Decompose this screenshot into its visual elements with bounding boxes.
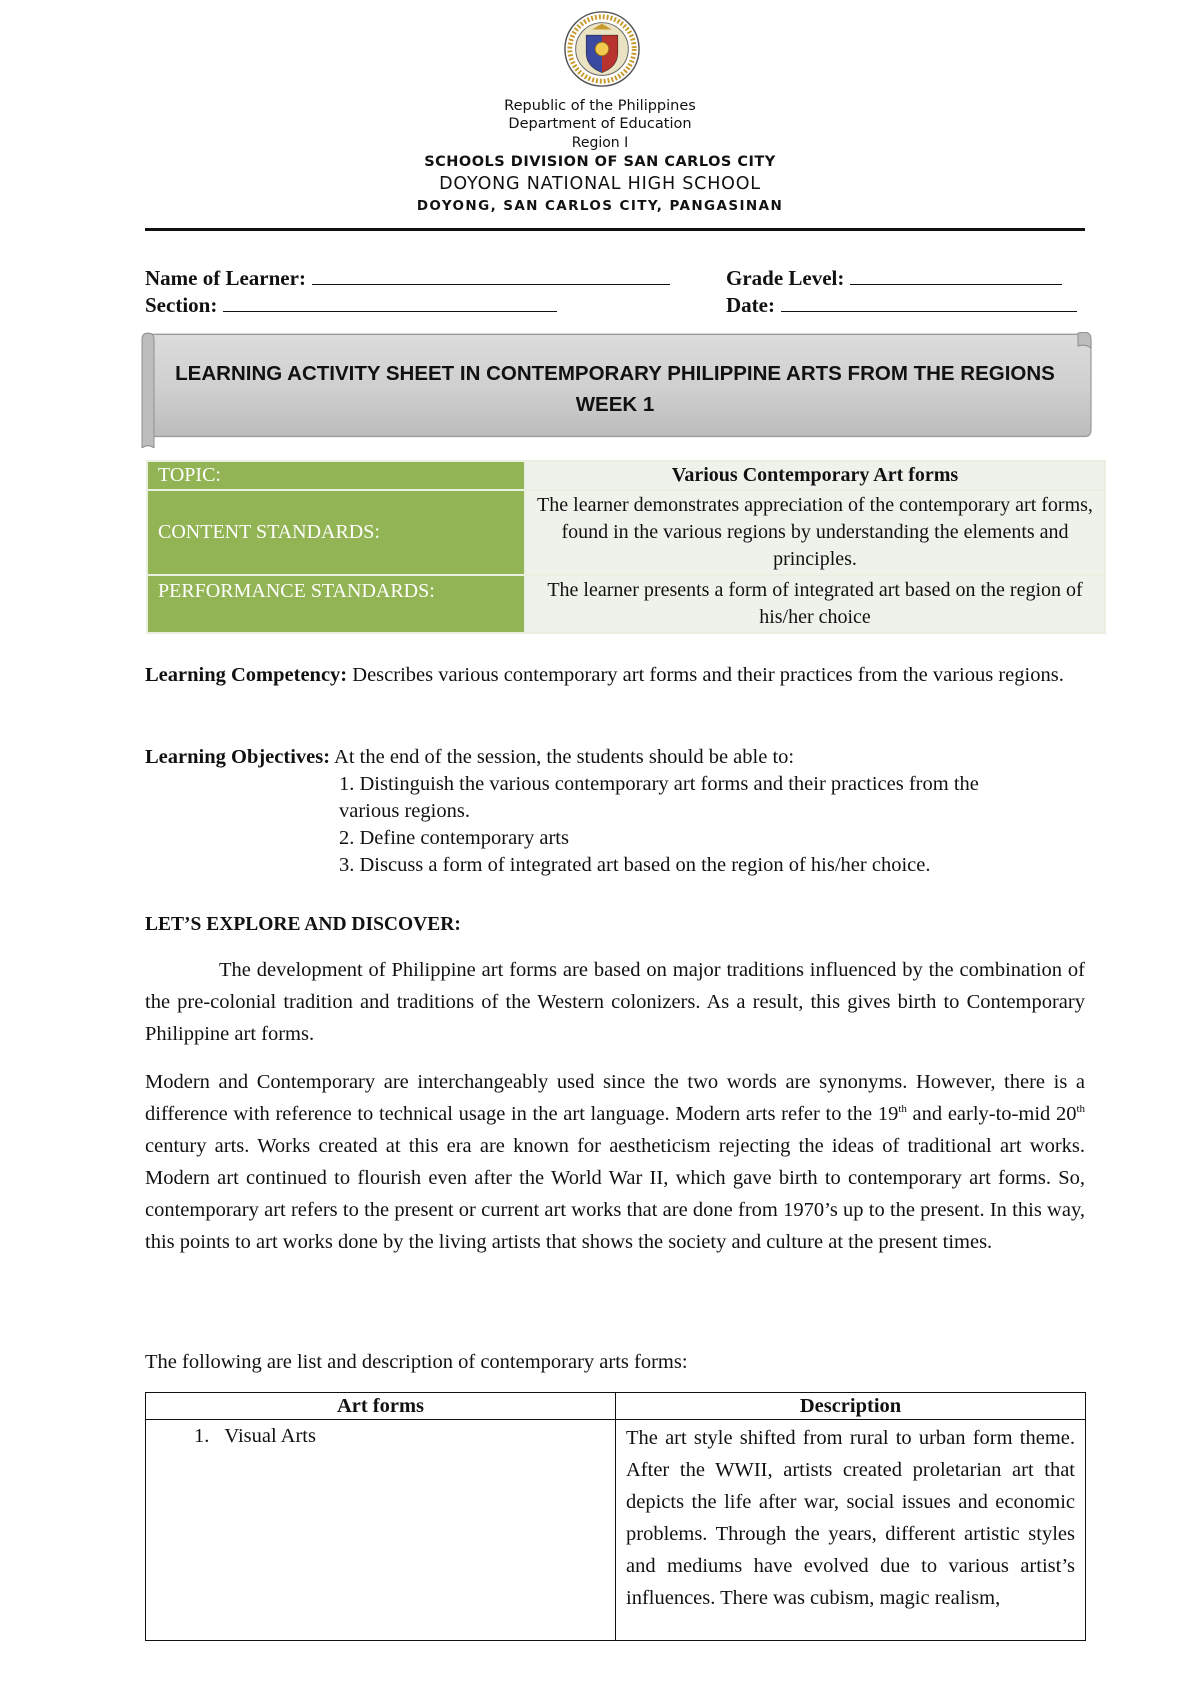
content-standards-row bbox=[147, 490, 1105, 575]
standards-table bbox=[146, 460, 1106, 634]
art-forms-table bbox=[145, 1392, 1086, 1641]
objective-item: 2. Define contemporary arts bbox=[339, 827, 569, 849]
header-department: Department of Education bbox=[508, 116, 692, 132]
art-forms-intro: The following are list and description of contemporary arts forms: bbox=[145, 1351, 688, 1373]
section-blank[interactable] bbox=[223, 295, 557, 312]
art-form-cell: 1. Visual Arts bbox=[146, 1420, 616, 1641]
para2-sup-1: th bbox=[898, 1103, 907, 1116]
banner-title-line1: LEARNING ACTIVITY SHEET IN CONTEMPORARY PHILIPPINE ARTS FROM THE REGIONS bbox=[175, 362, 1055, 385]
grade-level-field[interactable] bbox=[726, 266, 1062, 291]
header-region: Region I bbox=[571, 135, 629, 151]
header-school: DOYONG NATIONAL HIGH SCHOOL bbox=[439, 174, 761, 194]
objectives-list bbox=[339, 771, 1039, 879]
header-republic: Republic of the Philippines bbox=[504, 98, 696, 114]
objective-item: 1. Distinguish the various contemporary art forms and their practices from the various regions. bbox=[339, 773, 979, 822]
section-label: Section: bbox=[145, 293, 218, 317]
grade-level-blank[interactable] bbox=[850, 268, 1062, 285]
learning-objectives bbox=[145, 744, 1085, 771]
description-column-header: Description bbox=[616, 1393, 1086, 1420]
performance-standards-row bbox=[147, 575, 1105, 633]
learning-competency-text: Describes various contemporary art forms and their practices from the various regions. bbox=[347, 664, 1064, 686]
learning-competency-label: Learning Competency: bbox=[145, 664, 348, 686]
name-of-learner-field[interactable] bbox=[145, 266, 670, 291]
learning-competency bbox=[145, 662, 1085, 689]
date-label: Date: bbox=[726, 293, 775, 317]
header-divider bbox=[145, 228, 1085, 231]
performance-standards-label: PERFORMANCE STANDARDS: bbox=[147, 575, 525, 633]
para2-part-a: Modern and Contemporary are interchangeably used since the two words are synonyms. However, there is a difference with reference to technical usage in the art language. Modern arts refer to the 19 bbox=[145, 1071, 1085, 1125]
name-of-learner-label: Name of Learner: bbox=[145, 266, 306, 290]
art-description-cell: The art style shifted from rural to urban form theme. After the WWII, artists created proletarian art that depicts the life after war, social issues and economic problems. Through the years, different artistic styles and mediums have evolved due to various artist’s influences. There was cubism, magic realism, bbox=[616, 1420, 1086, 1641]
grade-level-label: Grade Level: bbox=[726, 266, 845, 290]
content-standards-value: The learner demonstrates appreciation of the contemporary art forms, found in the various regions by understanding the elements and principles. bbox=[525, 490, 1105, 575]
explore-paragraph-2 bbox=[145, 1066, 1085, 1258]
date-field[interactable] bbox=[726, 293, 1077, 318]
art-forms-column-header: Art forms bbox=[146, 1393, 616, 1420]
table-row bbox=[146, 1420, 1086, 1641]
learning-objectives-label: Learning Objectives: bbox=[145, 746, 331, 768]
explore-paragraph-1: The development of Philippine art forms are based on major traditions influenced by the combination of the pre-colonial tradition and traditions of the Western colonizers. As a result, this gives birth to Contemporary Philippine art forms. bbox=[145, 959, 1085, 1045]
para2-part-c: century arts. Works created at this era are known for aestheticism rejecting the ideas of traditional art works. Modern art continued to flourish even after the World War II, which gave birth to contemporary art forms. So, contemporary art refers to the present or current art works that are done from 1970’s up to the present. In this way, this points to art works done by the living artists that shows the society and culture at the present times. bbox=[145, 1135, 1085, 1253]
date-blank[interactable] bbox=[781, 295, 1077, 312]
learning-objectives-intro: At the end of the session, the students should be able to: bbox=[330, 746, 795, 768]
content-standards-label: CONTENT STANDARDS: bbox=[147, 490, 525, 575]
header-address: DOYONG, SAN CARLOS CITY, PANGASINAN bbox=[416, 198, 784, 214]
banner-title bbox=[150, 358, 1080, 420]
section-field[interactable] bbox=[145, 293, 557, 318]
topic-label: TOPIC: bbox=[147, 461, 525, 490]
performance-standards-value: The learner presents a form of integrated art based on the region of his/her choice bbox=[525, 575, 1105, 633]
art-forms-header-row bbox=[146, 1393, 1086, 1420]
name-of-learner-blank[interactable] bbox=[312, 268, 670, 285]
header-division: SCHOOLS DIVISION OF SAN CARLOS CITY bbox=[424, 154, 776, 170]
deped-seal-icon bbox=[563, 10, 641, 88]
para2-sup-2: th bbox=[1076, 1103, 1086, 1116]
para2-part-b: and early-to-mid 20 bbox=[906, 1103, 1077, 1125]
explore-heading: LET’S EXPLORE AND DISCOVER: bbox=[145, 914, 461, 935]
topic-row bbox=[147, 461, 1105, 490]
topic-value: Various Contemporary Art forms bbox=[525, 461, 1105, 490]
objective-item: 3. Discuss a form of integrated art based on the region of his/her choice. bbox=[339, 854, 931, 876]
banner-title-week: WEEK 1 bbox=[575, 393, 655, 416]
